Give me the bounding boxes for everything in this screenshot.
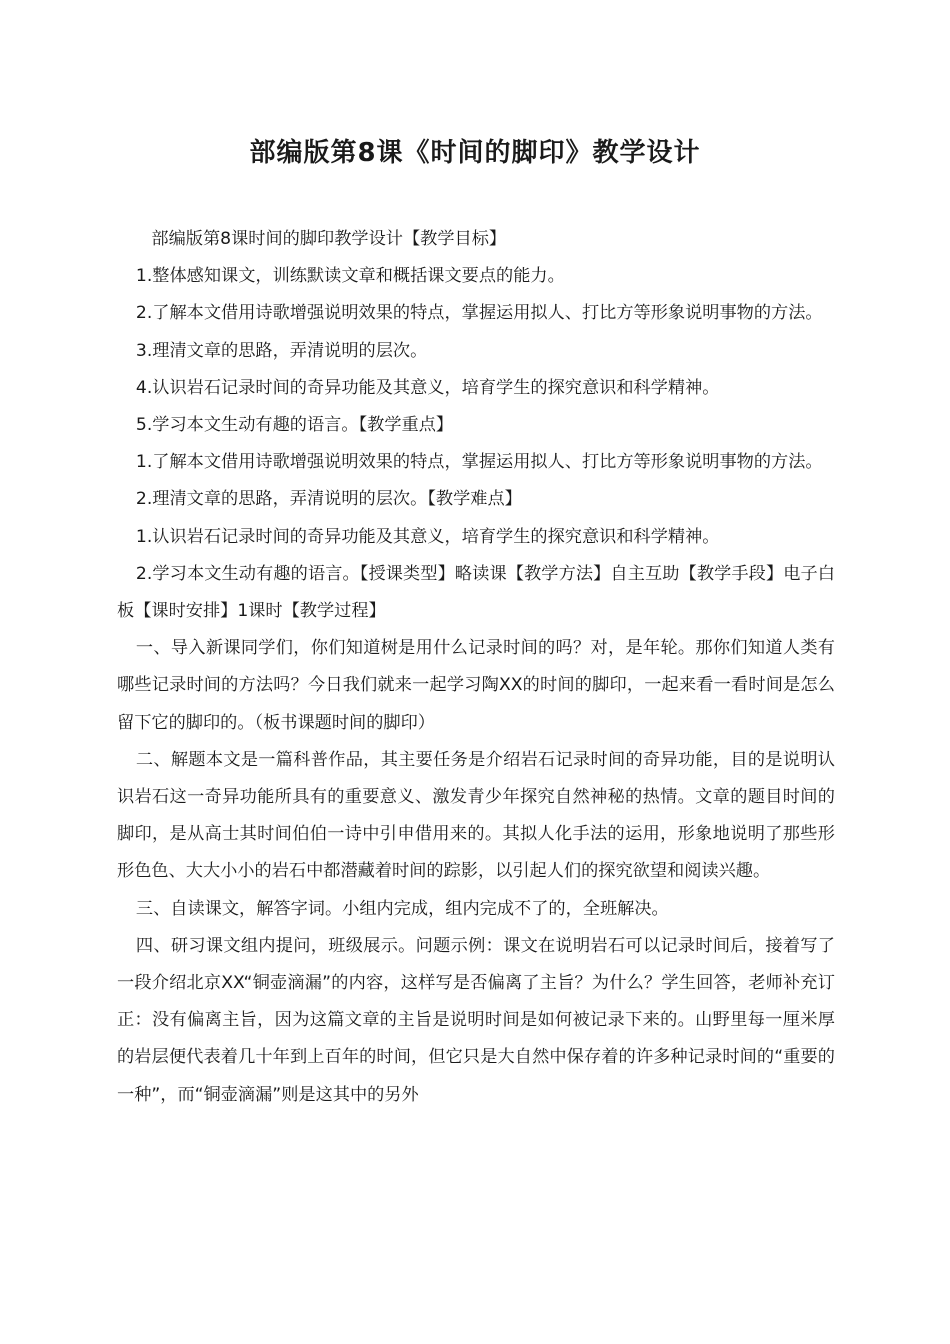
paragraph-objective-5: 5.学习本文生动有趣的语言。【教学重点】 [135, 415, 454, 436]
document-body [117, 221, 835, 1114]
document-title: 部编版第8课《时间的脚印》教学设计 [249, 138, 701, 168]
paragraph-section-3: 三、自读课文，解答字词。小组内完成，组内完成不了的，全班解决。 [135, 898, 669, 919]
paragraph-objectives-heading: 部编版第8课时间的脚印教学设计【教学目标】 [151, 229, 507, 249]
paragraph-difficulty-1: 1.认识岩石记录时间的奇异功能及其意义，培育学生的探究意识和科学精神。 [135, 526, 720, 547]
paragraph-objective-4: 4.认识岩石记录时间的奇异功能及其意义，培育学生的探究意识和科学精神。 [135, 377, 720, 398]
paragraph-objective-1: 1.整体感知课文，训练默读文章和概括课文要点的能力。 [135, 266, 565, 287]
paragraph-difficulty-2: 2.学习本文生动有趣的语言。【授课类型】略读课【教学方法】自主互助【教学手段】电子白板【课时安排】1课时【教学过程】 [117, 563, 835, 622]
paragraph-section-1: 一、导入新课同学们，你们知道树是用什么记录时间的吗？对，是年轮。那你们知道人类有哪些记录时间的方法吗？今日我们就来一起学习陶XX的时间的脚印，一起来看一看时间是怎么留下它的脚印的。（板书课题时间的脚印） [117, 638, 835, 733]
paragraph-section-2: 二、解题本文是一篇科普作品，其主要任务是介绍岩石记录时间的奇异功能，目的是说明认识岩石这一奇异功能所具有的重要意义、激发青少年探究自然神秘的热情。文章的题目时间的脚印，是从高士其时间伯伯一诗中引申借用来的。其拟人化手法的运用，形象地说明了那些形形色色、大大小小的岩石中都潜藏着时间的踪影，以引起人们的探究欲望和阅读兴趣。 [117, 749, 835, 882]
paragraph-section-4: 四、研习课文组内提问，班级展示。问题示例：课文在说明岩石可以记录时间后，接着写了一段介绍北京XX“铜壶滴漏”的内容，这样写是否偏离了主旨？为什么？学生回答，老师补充订正：没有偏离主旨，因为这篇文章的主旨是说明时间是如何被记录下来的。山野里每一厘米厚的岩层便代表着几十年到上百年的时间，但它只是大自然中保存着的许多种记录时间的“重要的一种”，而“铜壶滴漏”则是这其中的另外 [117, 935, 835, 1105]
paragraph-keypoint-2: 2.理清文章的思路，弄清说明的层次。【教学难点】 [135, 489, 522, 510]
paragraph-objective-3: 3.理清文章的思路，弄清说明的层次。 [135, 340, 428, 361]
paragraph-keypoint-1: 1.了解本文借用诗歌增强说明效果的特点，掌握运用拟人、打比方等形象说明事物的方法。 [135, 452, 823, 473]
paragraph-objective-2: 2.了解本文借用诗歌增强说明效果的特点，掌握运用拟人、打比方等形象说明事物的方法。 [135, 303, 823, 324]
